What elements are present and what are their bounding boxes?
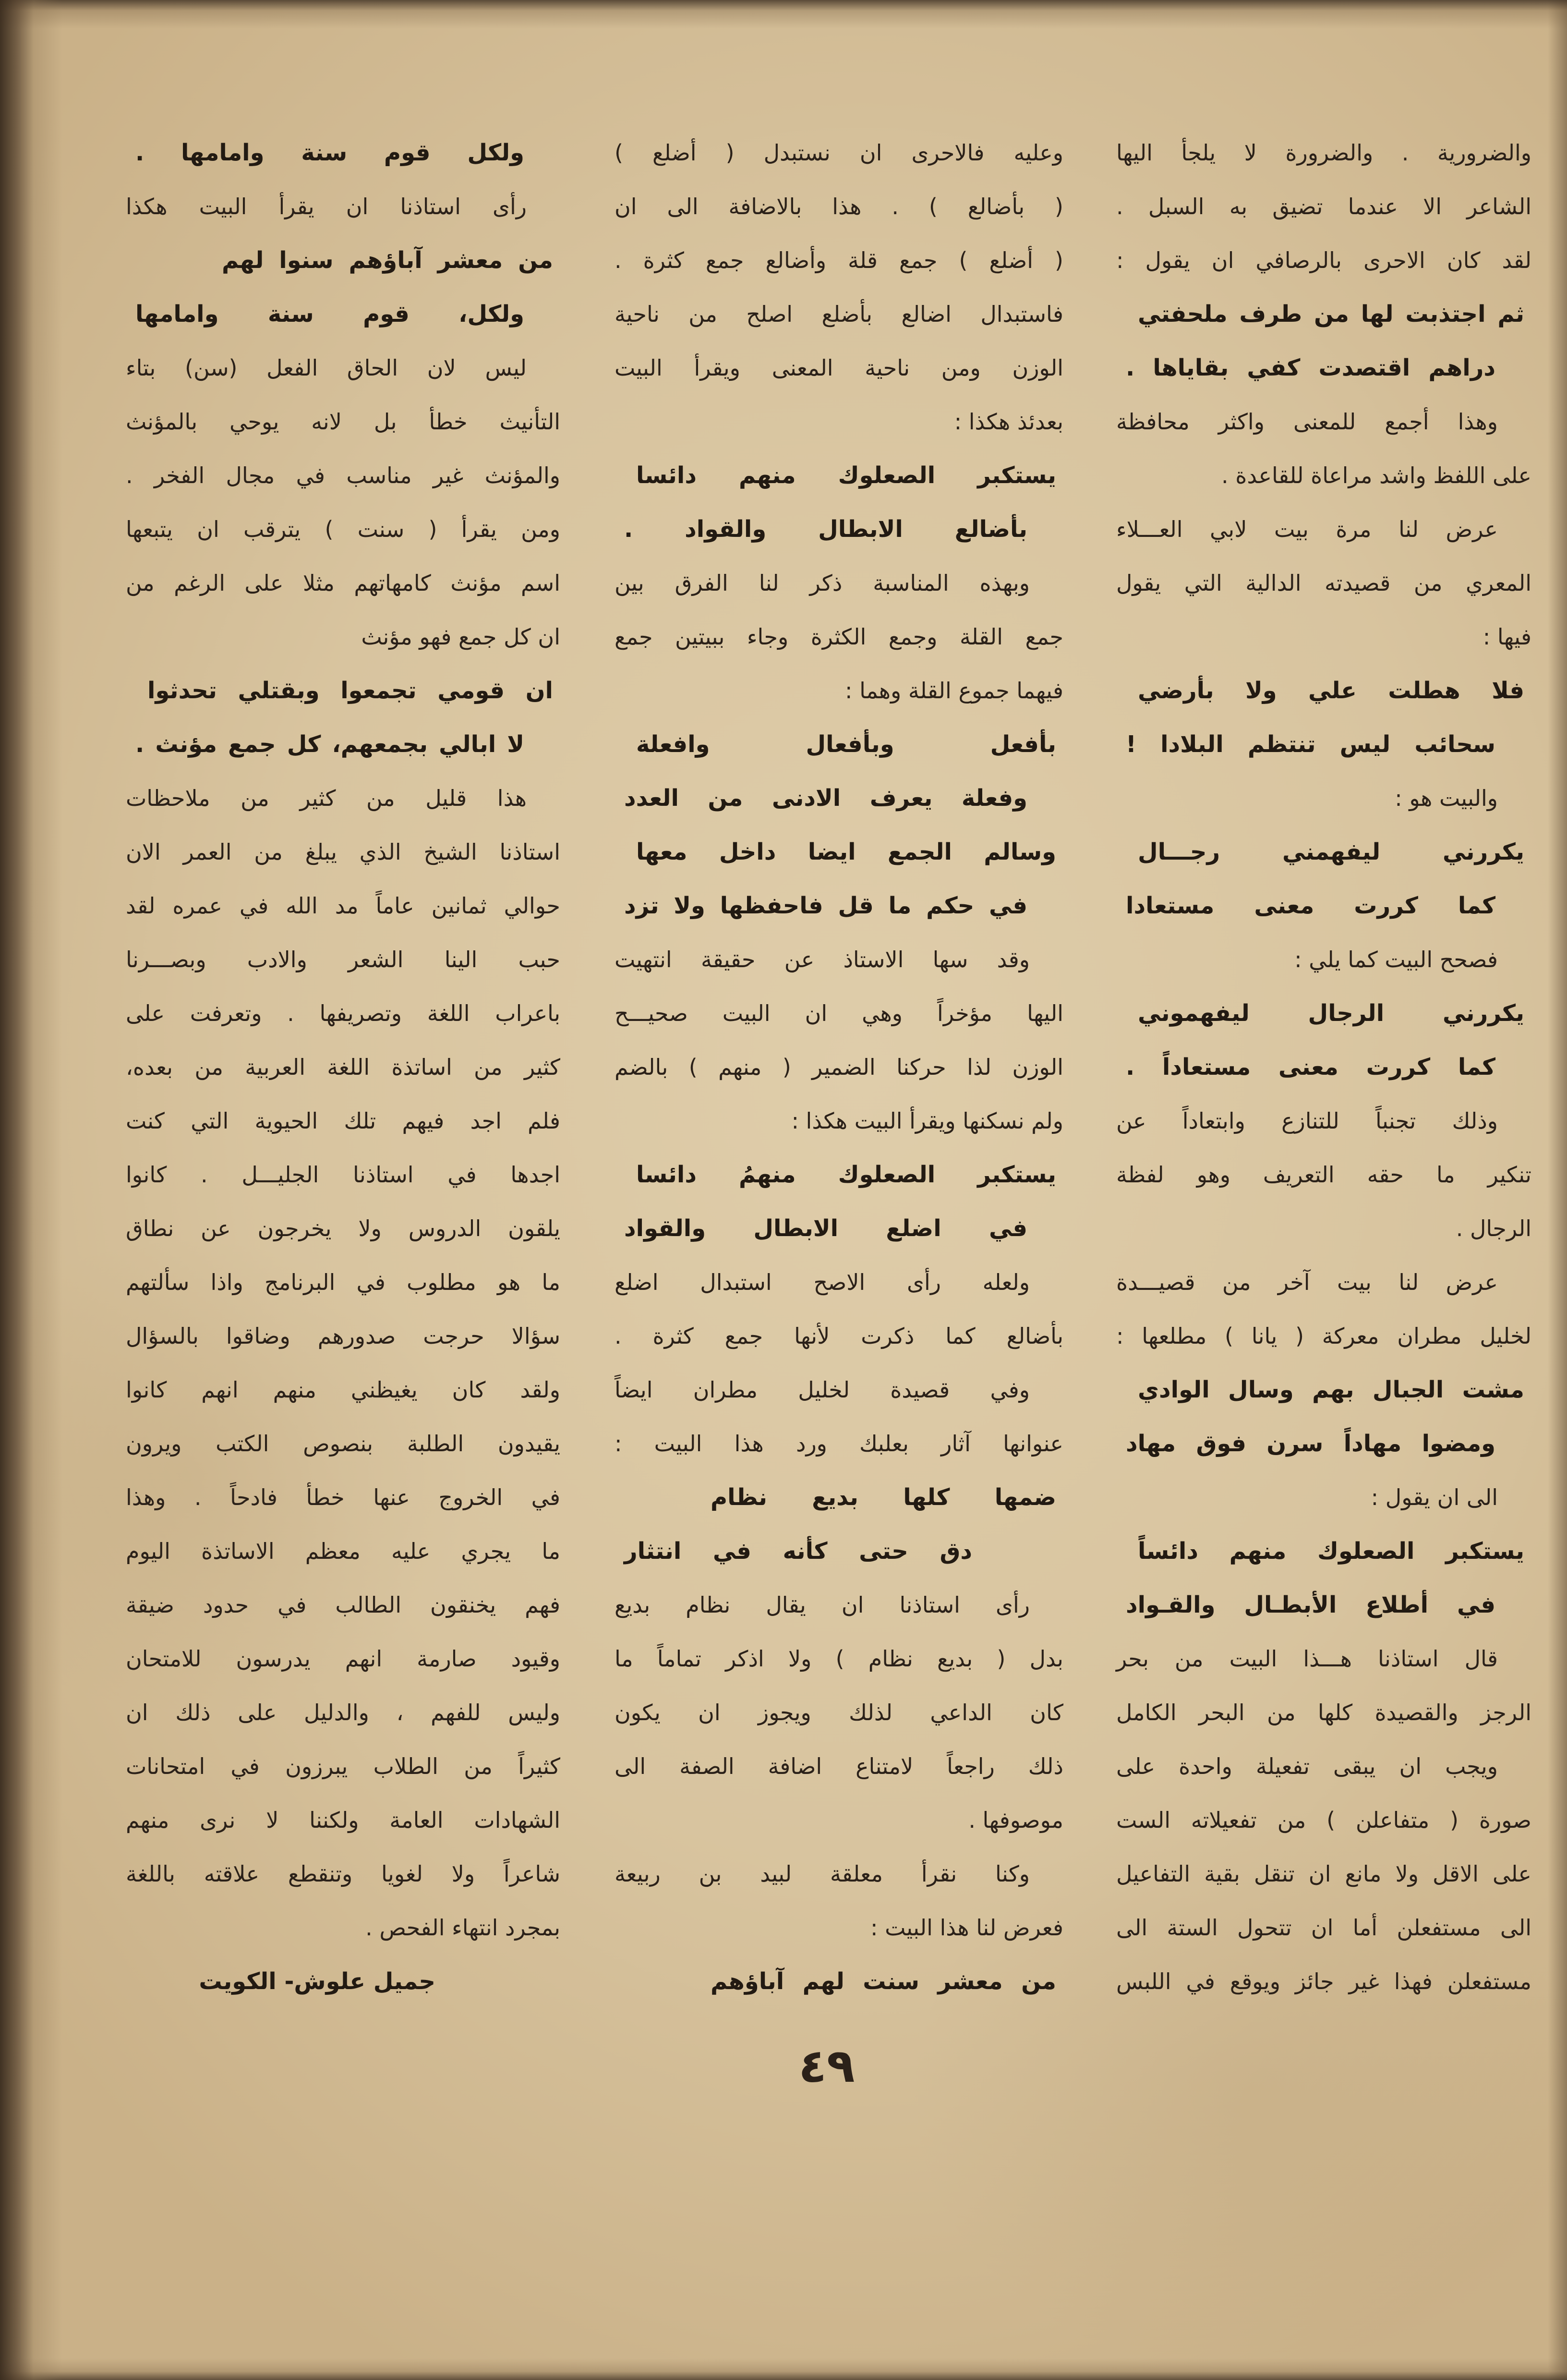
verse-line: وفعلة يعرف الادنى من العدد	[624, 785, 1027, 812]
verse-line: ان قومي تجمعوا وبقتلي تحدثوا	[147, 677, 553, 704]
text-line: كثيراً من الطلاب يبرزون في امتحانات	[126, 1753, 560, 1779]
text-line: كثير من اساتذة اللغة العربية من بعده،	[126, 1054, 560, 1080]
author-signature: جميل علوش- الكويت	[199, 1968, 435, 1995]
column-middle	[615, 126, 1063, 2008]
text-line: عرض لنا مرة بيت لابي العـــلاء	[1116, 516, 1498, 542]
text-line: موصوفها .	[968, 1807, 1063, 1833]
text-line: لقد كان الاحرى بالرصافي ان يقول :	[1116, 247, 1531, 273]
text-line: وعليه فالاحرى ان نستبدل ( أضلع )	[615, 140, 1063, 166]
verse-line: دق حتى كأنه في انتثار	[624, 1538, 972, 1565]
text-line: باعراب اللغة وتصريفها . وتعرفت على	[126, 1000, 560, 1026]
text-line: والبيت هو :	[1395, 785, 1498, 811]
verse-line: في اضلع الابطال والقواد	[624, 1215, 1027, 1242]
text-line: اليها مؤخراً وهي ان البيت صحيـــح	[615, 1000, 1063, 1026]
text-line: ولم نسكنها ويقرأ البيت هكذا :	[791, 1108, 1063, 1134]
text-line: في الخروج عنها خطأ فادحاً . وهذا	[126, 1484, 560, 1510]
text-line: على اللفظ واشد مراعاة للقاعدة .	[1221, 462, 1531, 488]
text-line: وهذا أجمع للمعنى واكثر محافظة	[1116, 409, 1498, 435]
text-line: الى مستفعلن أما ان تتحول الستة الى	[1116, 1915, 1531, 1941]
text-line: جمع القلة وجمع الكثرة وجاء ببيتين جمع	[615, 624, 1063, 650]
text-line: ولعله رأى الاصح استبدال اضلع	[615, 1269, 1030, 1295]
verse-line: دراهم اقتصدت كفي بقاياها .	[1126, 354, 1495, 381]
text-line: يلقون الدروس ولا يخرجون عن نطاق	[126, 1215, 560, 1241]
text-line: والضرورية . والضرورة لا يلجأ اليها	[1116, 140, 1531, 166]
text-line: وقد سها الاستاذ عن حقيقة انتهيت	[615, 947, 1030, 972]
text-line: سؤالا حرجت صدورهم وضاقوا بالسؤال	[126, 1323, 560, 1349]
text-line: بأضالع كما ذكرت لأنها جمع كثرة .	[615, 1323, 1063, 1349]
text-line: المعري من قصيدته الدالية التي يقول	[1116, 570, 1531, 596]
text-line: ( بأضالع ) . هذا بالاضافة الى ان	[615, 194, 1063, 219]
text-line: وفي قصيدة لخليل مطران ايضاً	[615, 1377, 1030, 1403]
text-line: حبب الينا الشعر والادب وبصـــرنا	[126, 947, 560, 972]
verse-line: في أطلاع الأبطـال والقـواد	[1126, 1591, 1495, 1618]
text-line: وقيود صارمة انهم يدرسون للامتحان	[126, 1646, 560, 1672]
verse-line: كما كررت معنى مستعادا	[1126, 892, 1495, 919]
text-line: وذلك تجنباً للتنازع وابتعاداً عن	[1116, 1108, 1498, 1134]
text-line: التأنيث خطأ بل لانه يوحي بالمؤنث	[126, 409, 560, 435]
text-line: ان كل جمع فهو مؤنث	[361, 624, 560, 650]
text-line: عرض لنا بيت آخر من قصيـــدة	[1116, 1269, 1498, 1295]
text-line: ومن يقرأ ( سنت ) يترقب ان يتبعها	[126, 516, 560, 542]
text-line: وكنا نقرأ معلقة لبيد بن ربيعة	[615, 1861, 1030, 1887]
verse-line: يستكبر الصعلوك منهمُ دائسا	[636, 1161, 1056, 1188]
verse-line: فلا هطلت علي ولا بأرضي	[1138, 677, 1524, 704]
verse-line: لا ابالي بجمعهم، كل جمع مؤنث .	[135, 731, 524, 758]
text-line: يقيدون الطلبة بنصوص الكتب ويرون	[126, 1431, 560, 1457]
verse-line: ولكل قوم سنة وامامها .	[135, 139, 524, 166]
text-line: استاذنا الشيخ الذي يبلغ من العمر الان	[126, 839, 560, 865]
text-line: كان الداعي لذلك ويجوز ان يكون	[615, 1700, 1063, 1725]
verse-line: يستكبر الصعلوك منهم دائساً	[1138, 1538, 1524, 1565]
text-line: فلم اجد فيهم تلك الحيوية التي كنت	[126, 1108, 560, 1134]
verse-line: ضمها كلها بديع نظام	[711, 1484, 1056, 1511]
text-line: شاعراً ولا لغويا وتنقطع علاقته باللغة	[126, 1861, 560, 1887]
verse-line: وسالم الجمع ايضا داخل معها	[636, 838, 1056, 865]
text-line: قال استاذنا هـــذا البيت من بحر	[1116, 1646, 1498, 1672]
verse-line: مشت الجبال بهم وسال الوادي	[1138, 1376, 1524, 1403]
verse-line: ولكل، قوم سنة وامامها	[135, 301, 524, 328]
verse-line: بأفعل وبأفعال وافعلة	[636, 731, 1056, 758]
text-line: على الاقل ولا مانع ان تنقل بقية التفاعيل	[1116, 1861, 1531, 1887]
text-line: بعدئذ هكذا :	[954, 409, 1063, 435]
verse-line: يستكبر الصعلوك منهم دائسا	[636, 462, 1056, 489]
text-line: الرجز والقصيدة كلها من البحر الكامل	[1116, 1700, 1531, 1725]
text-line: تنكير ما حقه التعريف وهو لفظة	[1116, 1162, 1531, 1188]
column-right	[1116, 126, 1531, 2008]
text-line: صورة ( متفاعلن ) من تفعيلاته الست	[1116, 1807, 1531, 1833]
verse-line: يكررني ليفهمني رجـــال	[1138, 838, 1524, 865]
text-line: لخليل مطران معركة ( يانا ) مطلعها :	[1116, 1323, 1531, 1349]
text-line: اجدها في استاذنا الجليـــل . كانوا	[126, 1162, 560, 1188]
verse-line: سحائب ليس تنتظم البلادا !	[1126, 731, 1495, 758]
text-line: فعرض لنا هذا البيت :	[870, 1915, 1063, 1941]
text-line: وبهذه المناسبة ذكر لنا الفرق بين	[615, 570, 1030, 596]
text-line: فيها :	[1483, 624, 1531, 650]
text-line: ذلك راجعاً لامتناع اضافة الصفة الى	[615, 1753, 1063, 1779]
text-line: والمؤنث غير مناسب في مجال الفخر .	[126, 462, 560, 488]
text-line: الرجال .	[1456, 1215, 1531, 1241]
text-line: ليس لان الحاق الفعل (سن) بتاء	[126, 355, 527, 381]
text-line: عنوانها آثار بعلبك ورد هذا البيت :	[615, 1431, 1063, 1457]
text-line: ما يجري عليه معظم الاساتذة اليوم	[126, 1538, 560, 1564]
text-line: ما هو مطلوب في البرنامج واذا سألتهم	[126, 1269, 560, 1295]
text-line: بمجرد انتهاء الفحص .	[365, 1915, 560, 1941]
text-line: وليس للفهم ، والدليل على ذلك ان	[126, 1700, 560, 1725]
text-line: الوزن لذا حركنا الضمير ( منهم ) بالضم	[615, 1054, 1063, 1080]
verse-line: ومضوا مهاداً سرن فوق مهاد	[1126, 1430, 1495, 1457]
column-left	[126, 126, 560, 2008]
page-number: ٤٩	[798, 2039, 855, 2093]
text-line: ولقد كان يغيظني منهم انهم كانوا	[126, 1377, 560, 1403]
verse-line: يكررني الرجال ليفهموني	[1138, 1000, 1524, 1027]
text-line: فاستبدال اضالع بأضلع اصلح من ناحية	[615, 301, 1063, 327]
text-line: الى ان يقول :	[1371, 1484, 1498, 1510]
verse-line: من معشر سنت لهم آباؤهم	[711, 1968, 1056, 1995]
text-line: رأى استاذنا ان يقرأ البيت هكذا	[126, 194, 527, 219]
text-line: الوزن ومن ناحية المعنى ويقرأ البيت	[615, 355, 1063, 381]
verse-line: كما كررت معنى مستعاداً .	[1126, 1054, 1495, 1081]
verse-line: في حكم ما قل فاحفظها ولا تزد	[624, 892, 1027, 919]
text-line: فيهما جموع القلة وهما :	[845, 678, 1063, 704]
verse-line: ثم اجتذبت لها من طرف ملحفتي	[1138, 301, 1524, 328]
text-line: فهم يخنقون الطالب في حدود ضيقة	[126, 1592, 560, 1618]
text-line: الشاعر الا عندما تضيق به السبل .	[1116, 194, 1531, 219]
text-line: رأى استاذنا ان يقال نظام بديع	[615, 1592, 1030, 1618]
text-line: فصحح البيت كما يلي :	[1294, 947, 1498, 972]
text-line: مستفعلن فهذا غير جائز ويوقع في اللبس	[1116, 1968, 1531, 1994]
text-line: اسم مؤنث كامهاتهم مثلا على الرغم من	[126, 570, 560, 596]
text-line: الشهادات العامة ولكننا لا نرى منهم	[126, 1807, 560, 1833]
verse-line: بأضالع الابطال والقواد .	[624, 516, 1027, 543]
verse-line: من معشر آباؤهم سنوا لهم	[222, 247, 553, 274]
text-line: بدل ( بديع نظام ) ولا اذكر تماماً ما	[615, 1646, 1063, 1672]
text-line: حوالي ثمانين عاماً مد الله في عمره لقد	[126, 893, 560, 919]
text-line: هذا قليل من كثير من ملاحظات	[126, 785, 527, 811]
text-line: ويجب ان يبقى تفعيلة واحدة على	[1116, 1753, 1498, 1779]
text-line: ( أضلع ) جمع قلة وأضالع جمع كثرة .	[615, 247, 1063, 273]
